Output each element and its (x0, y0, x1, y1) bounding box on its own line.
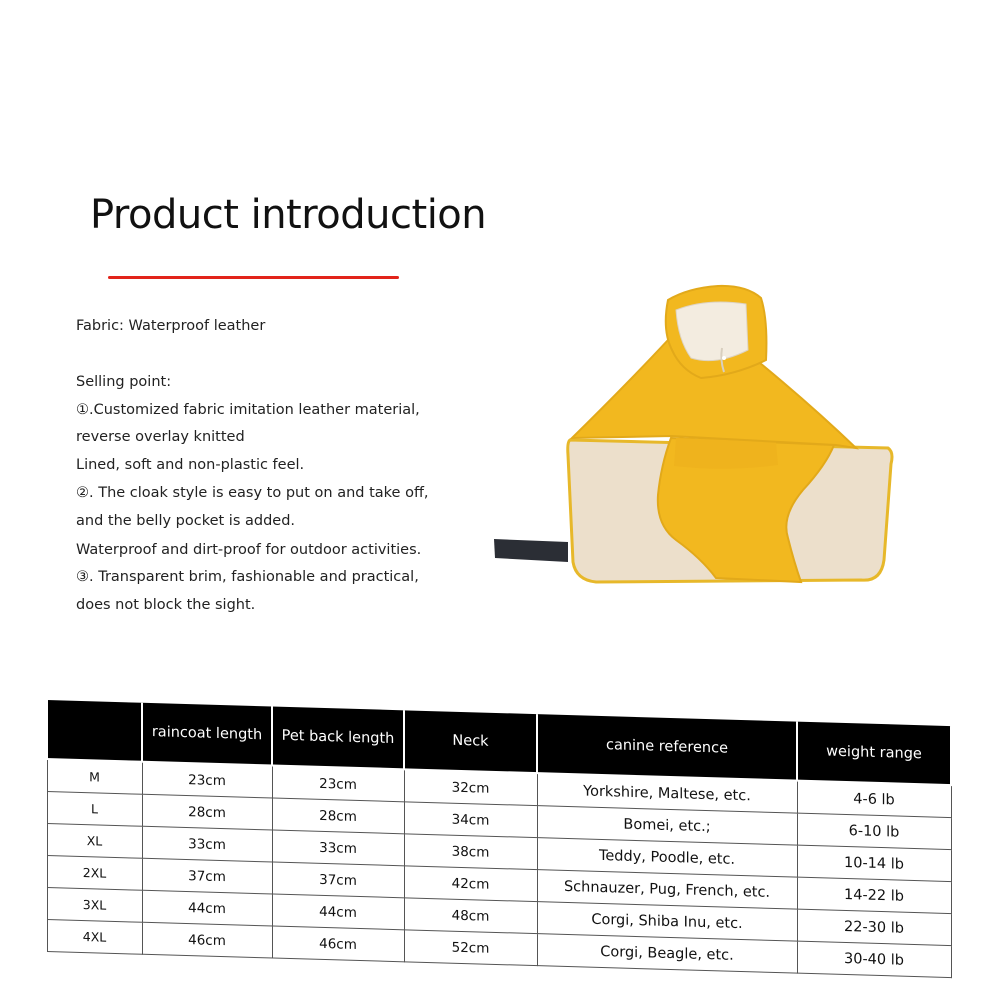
header-weight-range: weight range (797, 722, 951, 785)
selling-point-line: Lined, soft and non-plastic feel. (76, 457, 305, 473)
header-neck: Neck (404, 710, 537, 773)
selling-point-line: ①.Customized fabric imitation leather material, (76, 402, 420, 418)
selling-point-line: ②. The cloak style is easy to put on and take off, (76, 485, 429, 501)
selling-point-heading: Selling point: (76, 374, 172, 390)
back-length-cell: 46cm (272, 926, 404, 962)
back-length-cell: 23cm (272, 766, 404, 802)
raincoat-product-image (476, 240, 926, 630)
raincoat-length-cell: 37cm (142, 858, 272, 894)
raincoat-length-cell: 46cm (142, 922, 272, 958)
size-table (46, 700, 952, 978)
title-underline (108, 276, 399, 279)
header-canine-reference: canine reference (537, 714, 797, 780)
neck-cell: 38cm (404, 834, 537, 870)
size-cell: L (47, 792, 142, 827)
back-length-cell: 33cm (272, 830, 404, 866)
back-length-cell: 37cm (272, 862, 404, 898)
size-cell: 4XL (47, 920, 142, 955)
neck-cell: 32cm (404, 769, 537, 805)
weight-cell: 6-10 lb (797, 813, 951, 849)
weight-cell: 4-6 lb (797, 781, 951, 818)
header-raincoat-length: raincoat length (142, 703, 272, 766)
selling-point-line: and the belly pocket is added. (76, 513, 296, 529)
size-chart (46, 700, 950, 1006)
weight-cell: 30-40 lb (797, 941, 951, 977)
fabric-text: Fabric: Waterproof leather (76, 318, 266, 334)
raincoat-length-cell: 33cm (142, 826, 272, 862)
reference-cell: Corgi, Shiba Inu, etc. (537, 902, 797, 941)
selling-point-line: reverse overlay knitted (76, 429, 245, 445)
raincoat-length-cell: 28cm (142, 794, 272, 830)
page-title: Product introduction (90, 192, 487, 238)
neck-cell: 42cm (404, 866, 537, 902)
neck-cell: 34cm (404, 802, 537, 838)
reference-cell: Bomei, etc.; (537, 806, 797, 845)
raincoat-length-cell: 23cm (142, 762, 272, 798)
selling-point-line: does not block the sight. (76, 597, 256, 613)
neck-cell: 48cm (404, 898, 537, 934)
weight-cell: 10-14 lb (797, 845, 951, 881)
reference-cell: Corgi, Beagle, etc. (537, 934, 797, 973)
size-cell: 3XL (47, 888, 142, 923)
weight-cell: 14-22 lb (797, 877, 951, 913)
belly-flap (674, 438, 778, 469)
size-cell: XL (47, 824, 142, 859)
header-pet-back-length: Pet back length (272, 707, 404, 770)
back-length-cell: 28cm (272, 798, 404, 834)
raincoat-length-cell: 44cm (142, 890, 272, 926)
reference-cell: Yorkshire, Maltese, etc. (537, 773, 797, 813)
selling-point-line: ③. Transparent brim, fashionable and practical, (76, 569, 419, 585)
strap-left (494, 539, 568, 562)
size-cell: 2XL (47, 856, 142, 891)
transparent-brim (676, 302, 748, 361)
neck-cell: 52cm (404, 930, 537, 966)
weight-cell: 22-30 lb (797, 909, 951, 945)
back-length-cell: 44cm (272, 894, 404, 930)
reference-cell: Teddy, Poodle, etc. (537, 838, 797, 877)
header-cell (47, 700, 142, 762)
selling-point-line: Waterproof and dirt-proof for outdoor activities. (76, 542, 422, 558)
reference-cell: Schnauzer, Pug, French, etc. (537, 870, 797, 909)
size-cell: M (47, 759, 142, 794)
